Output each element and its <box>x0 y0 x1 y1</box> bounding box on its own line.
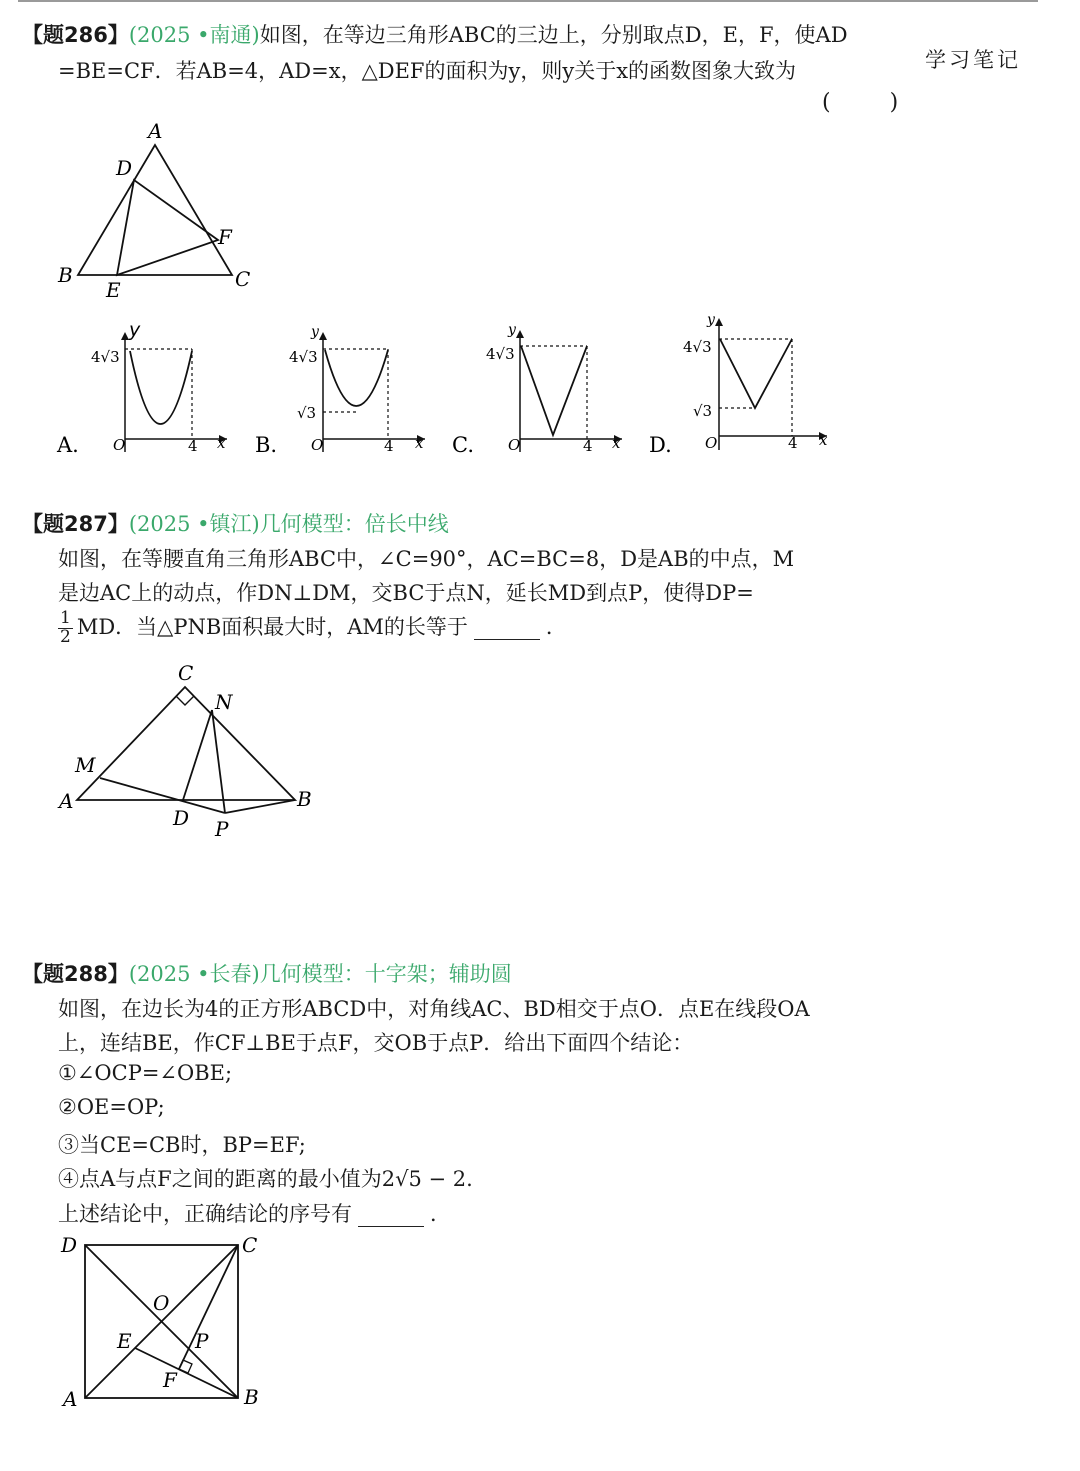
q287-line-1 <box>22 508 449 538</box>
q286-text-2: =BE=CF．若AB=4，AD=x，△DEF的面积为y，则y关于x的函数图象大致为 <box>58 59 797 83</box>
y-axis-label: y <box>707 312 715 328</box>
q286-line-1 <box>22 19 848 49</box>
q288-line-1 <box>22 958 512 988</box>
option-b-letter: B. <box>255 433 278 457</box>
label-b: B <box>297 787 312 811</box>
q288-conclusion-3: ③当CE=CB时，BP=EF; <box>58 1133 306 1157</box>
y-axis-label: y <box>311 324 319 340</box>
fraction-numerator: 1 <box>60 608 71 628</box>
label-c: C <box>235 267 251 291</box>
q288-source: (2025 •长春) <box>128 962 260 986</box>
y-arrow <box>516 330 524 338</box>
label-n: N <box>215 690 233 714</box>
q286-triangle-figure <box>50 118 310 318</box>
q286-number: 【题286】 <box>22 23 129 47</box>
q287-line-4 <box>58 610 567 647</box>
segment-cf <box>179 1245 238 1369</box>
label-m: M <box>75 753 96 777</box>
tick-4: 4 <box>583 437 593 455</box>
q288-figure <box>55 1230 285 1420</box>
q287-period: ． <box>545 614 567 639</box>
q288-line-2 <box>58 993 810 1023</box>
tick-4sqrt3: 4√3 <box>289 348 318 366</box>
q286-option-d[interactable] <box>647 312 847 457</box>
x-axis-label: x <box>415 434 424 452</box>
tick-4: 4 <box>788 434 798 452</box>
tick-4: 4 <box>384 437 394 455</box>
q286-option-a[interactable] <box>55 319 235 462</box>
q288-tag: 几何模型：十字架；辅助圆 <box>259 962 512 986</box>
triangle-abc <box>78 145 232 275</box>
q287-figure <box>55 660 325 850</box>
q287-line-3 <box>58 577 754 607</box>
label-f: F <box>163 1368 177 1392</box>
tick-4: 4 <box>188 437 198 455</box>
label-c: C <box>178 661 194 685</box>
origin-label: O <box>113 436 126 454</box>
q287-text-3: MD．当△PNB面积最大时，AM的长等于 <box>76 614 468 639</box>
q286-source: (2025 •南通) <box>128 23 260 47</box>
q287-source: (2025 •镇江) <box>128 512 260 536</box>
option-a-letter: A. <box>57 433 79 457</box>
q286-option-b[interactable] <box>253 322 433 462</box>
fraction-denominator: 2 <box>60 626 71 647</box>
q288-conclusion-1: ①∠OCP=∠OBE; <box>58 1061 233 1085</box>
right-angle-c <box>176 696 194 705</box>
curve-parabola <box>130 351 192 424</box>
origin-label: O <box>705 434 718 452</box>
label-p: P <box>215 817 229 841</box>
label-d: D <box>116 156 133 180</box>
q288-answer-blank[interactable] <box>358 1202 424 1227</box>
tick-4sqrt3: 4√3 <box>683 338 712 356</box>
q287-answer-blank[interactable] <box>474 615 540 640</box>
q288-text-3: 上述结论中，正确结论的序号有 <box>58 1202 352 1226</box>
label-e: E <box>106 278 121 302</box>
label-b: B <box>244 1385 259 1409</box>
segment-pb <box>225 800 295 813</box>
origin-label: O <box>508 436 521 454</box>
q287-text-1: 如图，在等腰直角三角形ABC中，∠C=90°，AC=BC=8，D是AB的中点，M <box>58 547 795 571</box>
label-d: D <box>173 806 190 830</box>
q286-answer-bracket: ( ) <box>822 90 925 115</box>
q287-tag: 几何模型：倍长中线 <box>259 512 449 536</box>
q287-number: 【题287】 <box>22 512 129 536</box>
label-b: B <box>58 263 73 287</box>
q287-line-2 <box>58 543 794 573</box>
x-axis-label: x <box>217 434 226 452</box>
segment-dn <box>183 710 212 800</box>
tick-4sqrt3: 4√3 <box>486 345 515 363</box>
tick-sqrt3: √3 <box>297 404 317 422</box>
q288-number: 【题288】 <box>22 962 129 986</box>
curve-v <box>720 339 792 408</box>
tick-4sqrt3: 4√3 <box>91 348 120 366</box>
q288-text-2: 上，连结BE，作CF⊥BE于点F，交OB于点P．给出下面四个结论： <box>58 1031 694 1055</box>
y-arrow <box>121 332 129 340</box>
origin-label: O <box>311 436 324 454</box>
q288-conclusion-2: ②OE=OP; <box>58 1095 165 1119</box>
segment-mp <box>100 778 225 813</box>
option-d-letter: D. <box>649 433 672 457</box>
q286-option-c[interactable] <box>450 322 630 462</box>
half-fraction <box>58 610 73 647</box>
label-e: E <box>117 1329 132 1353</box>
q287-text-2: 是边AC上的动点，作DN⊥DM，交BC于点N，延长MD到点P，使得DP= <box>58 581 754 605</box>
q288-line-3 <box>58 1027 693 1057</box>
curve-v <box>521 346 587 435</box>
label-d: D <box>61 1233 78 1257</box>
q288-conclusion-4: ④点A与点F之间的距离的最小值为2√5 − 2. <box>58 1167 473 1191</box>
q288-line-question <box>58 1198 451 1228</box>
tick-sqrt3: √3 <box>693 402 713 420</box>
label-a: A <box>59 789 74 813</box>
label-c: C <box>242 1233 258 1257</box>
x-axis-label: x <box>819 431 828 449</box>
y-arrow <box>715 318 723 326</box>
q288-period: ． <box>430 1202 451 1226</box>
q288-text-1: 如图，在边长为4的正方形ABCD中，对角线AC、BD相交于点O．点E在线段OA <box>58 997 810 1021</box>
curve-parabola <box>325 350 388 406</box>
label-a: A <box>148 119 163 143</box>
label-p: P <box>195 1329 209 1353</box>
label-f: F <box>218 225 232 249</box>
option-c-letter: C. <box>452 433 474 457</box>
y-arrow <box>319 332 327 340</box>
q286-line-2 <box>58 55 796 85</box>
x-axis-label: x <box>612 434 621 452</box>
top-rule <box>18 0 1038 2</box>
label-a: A <box>63 1387 78 1411</box>
y-axis-label: y <box>129 319 141 341</box>
label-o: O <box>153 1291 170 1315</box>
q286-text-1: 如图，在等边三角形ABC的三边上，分别取点D，E，F，使AD <box>259 23 848 47</box>
study-notes-label: 学习笔记 <box>925 48 1021 72</box>
y-axis-label: y <box>508 322 516 338</box>
